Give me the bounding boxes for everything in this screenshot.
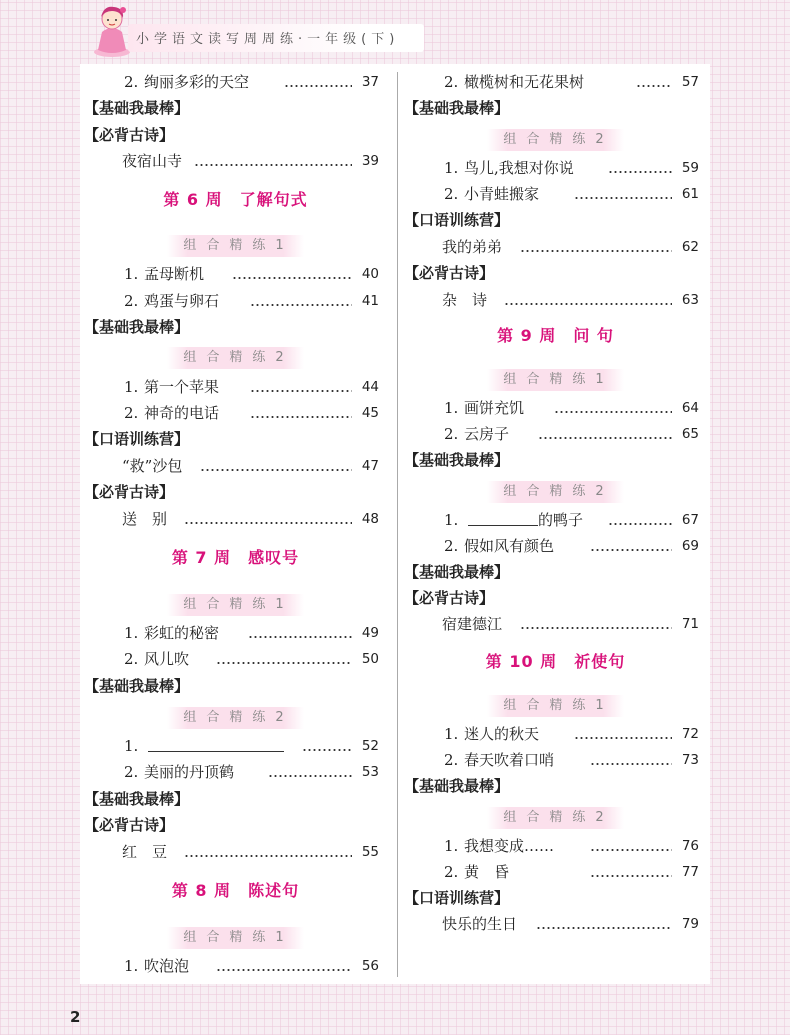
dot-leader (608, 523, 672, 525)
entry-title: 假如风有颜色 (464, 537, 555, 555)
entry-title: 风儿吹 (144, 650, 190, 668)
running-header (84, 0, 424, 62)
entry-page: 62 (681, 239, 699, 255)
exercise-group-heading: 组合精练2 (408, 804, 703, 828)
entry-title: 小青蛙搬家 (464, 185, 540, 203)
section-heading: 【基础我最棒】 (404, 563, 510, 581)
toc-entry[interactable] (88, 454, 383, 478)
section-heading: 【基础我最棒】 (84, 99, 190, 117)
dot-leader (302, 749, 352, 751)
entry-title: 夜宿山寺 (122, 152, 183, 170)
entry-page: 47 (361, 458, 379, 474)
section-heading: 【基础我最棒】 (404, 777, 510, 795)
toc-entry[interactable] (408, 422, 703, 446)
toc-entry[interactable] (88, 647, 383, 671)
entry-title: 我的弟弟 (442, 238, 503, 256)
toc-entry[interactable] (88, 70, 383, 94)
dot-leader (250, 416, 352, 418)
entry-title: 迷人的秋天 (464, 725, 540, 743)
week-heading: 第 10 周 祈使句 (485, 652, 626, 671)
entry-page: 57 (681, 74, 699, 90)
toc-entry[interactable] (408, 156, 703, 180)
toc-entry[interactable] (88, 289, 383, 313)
entry-page: 53 (361, 764, 379, 780)
entry-number: 1. (124, 378, 139, 396)
exercise-group-heading: 组合精练1 (88, 591, 383, 615)
entry-title: “救”沙包 (122, 457, 183, 475)
toc-entry[interactable] (408, 912, 703, 936)
entry-title: 彩虹的秘密 (144, 624, 220, 642)
week-heading: 第 6 周 了解句式 (163, 190, 308, 209)
week-heading: 第 7 周 感叹号 (171, 548, 300, 567)
entry-number: 1. (444, 511, 459, 529)
dot-leader (536, 927, 672, 929)
entry-page: 45 (361, 405, 379, 421)
exercise-group-heading: 组合精练1 (88, 232, 383, 256)
entry-title: 画饼充饥 (464, 399, 525, 417)
entry-number: 2. (444, 751, 459, 769)
entry-number: 2. (444, 185, 459, 203)
dot-leader (590, 549, 672, 551)
entry-page: 69 (681, 538, 699, 554)
entry-page: 67 (681, 512, 699, 528)
entry-title: 绚丽多彩的天空 (144, 73, 250, 91)
entry-title: 美丽的丹顶鹤 (144, 763, 235, 781)
entry-title: 春天吹着口哨 (464, 751, 555, 769)
dot-leader (590, 849, 672, 851)
entry-page: 77 (681, 864, 699, 880)
section-heading: 【基础我最棒】 (84, 318, 190, 336)
fill-in-blank-line (468, 525, 538, 526)
dot-leader (590, 763, 672, 765)
toc-entry[interactable] (88, 375, 383, 399)
dot-leader (184, 522, 352, 524)
entry-number: 2. (444, 537, 459, 555)
entry-title: 我想变成…… (464, 837, 555, 855)
week-heading: 第 9 周 问 句 (497, 326, 614, 345)
header-title: 小学语文读写周周练·一年级(下) (136, 32, 400, 47)
entry-page: 44 (361, 379, 379, 395)
entry-title: 杂 诗 (442, 291, 488, 309)
entry-number: 2. (444, 425, 459, 443)
exercise-group-heading: 组合精练2 (88, 704, 383, 728)
toc-entry[interactable] (408, 534, 703, 558)
entry-page: 65 (681, 426, 699, 442)
entry-title: 神奇的电话 (144, 404, 220, 422)
entry-page: 37 (361, 74, 379, 90)
entry-title: 鸡蛋与卵石 (144, 292, 220, 310)
section-heading: 【必背古诗】 (84, 126, 175, 144)
exercise-group-heading: 组合精练2 (88, 344, 383, 368)
entry-number: 2. (124, 763, 139, 781)
entry-page: 56 (361, 958, 379, 974)
dot-leader (248, 636, 352, 638)
entry-number: 2. (124, 73, 139, 91)
dot-leader (216, 662, 352, 664)
toc-entry[interactable] (408, 288, 703, 312)
toc-entry[interactable] (408, 182, 703, 206)
entry-page: 50 (361, 651, 379, 667)
section-heading: 【口语训练营】 (404, 211, 510, 229)
toc-entry[interactable] (408, 235, 703, 259)
entry-title: 云房子 (464, 425, 510, 443)
section-heading: 【基础我最棒】 (84, 677, 190, 695)
entry-page: 71 (681, 616, 699, 632)
section-heading: 【基础我最棒】 (404, 451, 510, 469)
toc-entry[interactable] (88, 840, 383, 864)
dot-leader (554, 411, 672, 413)
dot-leader (538, 437, 672, 439)
dot-leader (590, 875, 672, 877)
exercise-group-heading: 组合精练2 (408, 478, 703, 502)
girl-mascot-icon (90, 2, 132, 58)
entry-number: 2. (124, 404, 139, 422)
entry-title: 红 豆 (122, 843, 168, 861)
dot-leader (636, 85, 672, 87)
section-heading: 【必背古诗】 (404, 264, 495, 282)
entry-page: 63 (681, 292, 699, 308)
entry-page: 40 (361, 266, 379, 282)
dot-leader (574, 197, 672, 199)
toc-entry[interactable] (408, 748, 703, 772)
dot-leader (194, 164, 352, 166)
entry-number: 1. (124, 624, 139, 642)
toc-entry[interactable] (88, 262, 383, 286)
dot-leader (200, 469, 352, 471)
dot-leader (608, 171, 672, 173)
toc-entry[interactable] (88, 621, 383, 645)
entry-number: 1. (444, 725, 459, 743)
dot-leader (574, 737, 672, 739)
entry-page: 72 (681, 726, 699, 742)
entry-number: 1. (124, 737, 139, 755)
toc-entry[interactable] (408, 70, 703, 94)
toc-entry[interactable] (88, 760, 383, 784)
section-heading: 【必背古诗】 (84, 483, 175, 501)
dot-leader (250, 390, 352, 392)
dot-leader (232, 277, 352, 279)
entry-number: 1. (444, 837, 459, 855)
page-number: 2 (70, 1008, 81, 1026)
dot-leader (520, 250, 672, 252)
entry-page: 49 (361, 625, 379, 641)
entry-page: 64 (681, 400, 699, 416)
entry-number: 2. (124, 650, 139, 668)
entry-title: 孟母断机 (144, 265, 205, 283)
entry-number: 1. (444, 159, 459, 177)
entry-page: 52 (361, 738, 379, 754)
exercise-group-heading: 组合精练1 (408, 366, 703, 390)
entry-title: 第一个苹果 (144, 378, 220, 396)
section-heading: 【基础我最棒】 (404, 99, 510, 117)
dot-leader (250, 304, 352, 306)
entry-page: 73 (681, 752, 699, 768)
entry-number: 1. (444, 399, 459, 417)
entry-page: 76 (681, 838, 699, 854)
entry-number: 2. (444, 863, 459, 881)
entry-title: 鸟儿,我想对你说 (464, 159, 574, 177)
entry-number: 2. (124, 292, 139, 310)
toc-entry[interactable] (408, 508, 703, 532)
fill-in-blank-line (148, 751, 284, 752)
section-heading: 【口语训练营】 (84, 430, 190, 448)
dot-leader (184, 855, 352, 857)
entry-page: 61 (681, 186, 699, 202)
entry-number: 2. (444, 73, 459, 91)
toc-entry[interactable] (408, 860, 703, 884)
column-divider (397, 72, 398, 977)
section-heading: 【口语训练营】 (404, 889, 510, 907)
exercise-group-heading: 组合精练1 (408, 692, 703, 716)
dot-leader (520, 627, 672, 629)
exercise-group-heading: 组合精练2 (408, 126, 703, 150)
section-heading: 【必背古诗】 (84, 816, 175, 834)
section-heading: 【基础我最棒】 (84, 790, 190, 808)
toc-entry[interactable] (408, 612, 703, 636)
entry-page: 41 (361, 293, 379, 309)
entry-page: 48 (361, 511, 379, 527)
toc-entry[interactable] (408, 834, 703, 858)
entry-title: 黄 昏 (464, 863, 510, 881)
entry-title: 快乐的生日 (442, 915, 518, 933)
week-heading: 第 8 周 陈述句 (171, 881, 300, 900)
dot-leader (216, 969, 352, 971)
entry-page: 59 (681, 160, 699, 176)
toc-entry[interactable] (88, 149, 383, 173)
entry-title: 的鸭子 (538, 511, 584, 529)
entry-number: 1. (124, 265, 139, 283)
dot-leader (284, 85, 352, 87)
entry-title: 吹泡泡 (144, 957, 190, 975)
toc-entry[interactable] (88, 954, 383, 978)
exercise-group-heading: 组合精练1 (88, 924, 383, 948)
entry-title: 橄榄树和无花果树 (464, 73, 585, 91)
toc-entry[interactable] (88, 401, 383, 425)
toc-entry[interactable] (88, 734, 383, 758)
section-heading: 【必背古诗】 (404, 589, 495, 607)
dot-leader (504, 303, 672, 305)
dot-leader (268, 775, 352, 777)
entry-page: 55 (361, 844, 379, 860)
entry-title: 宿建德江 (442, 615, 503, 633)
toc-entry[interactable] (408, 722, 703, 746)
toc-entry[interactable] (408, 396, 703, 420)
toc-entry[interactable] (88, 507, 383, 531)
entry-title: 送 别 (122, 510, 168, 528)
entry-page: 39 (361, 153, 379, 169)
entry-number: 1. (124, 957, 139, 975)
entry-page: 79 (681, 916, 699, 932)
